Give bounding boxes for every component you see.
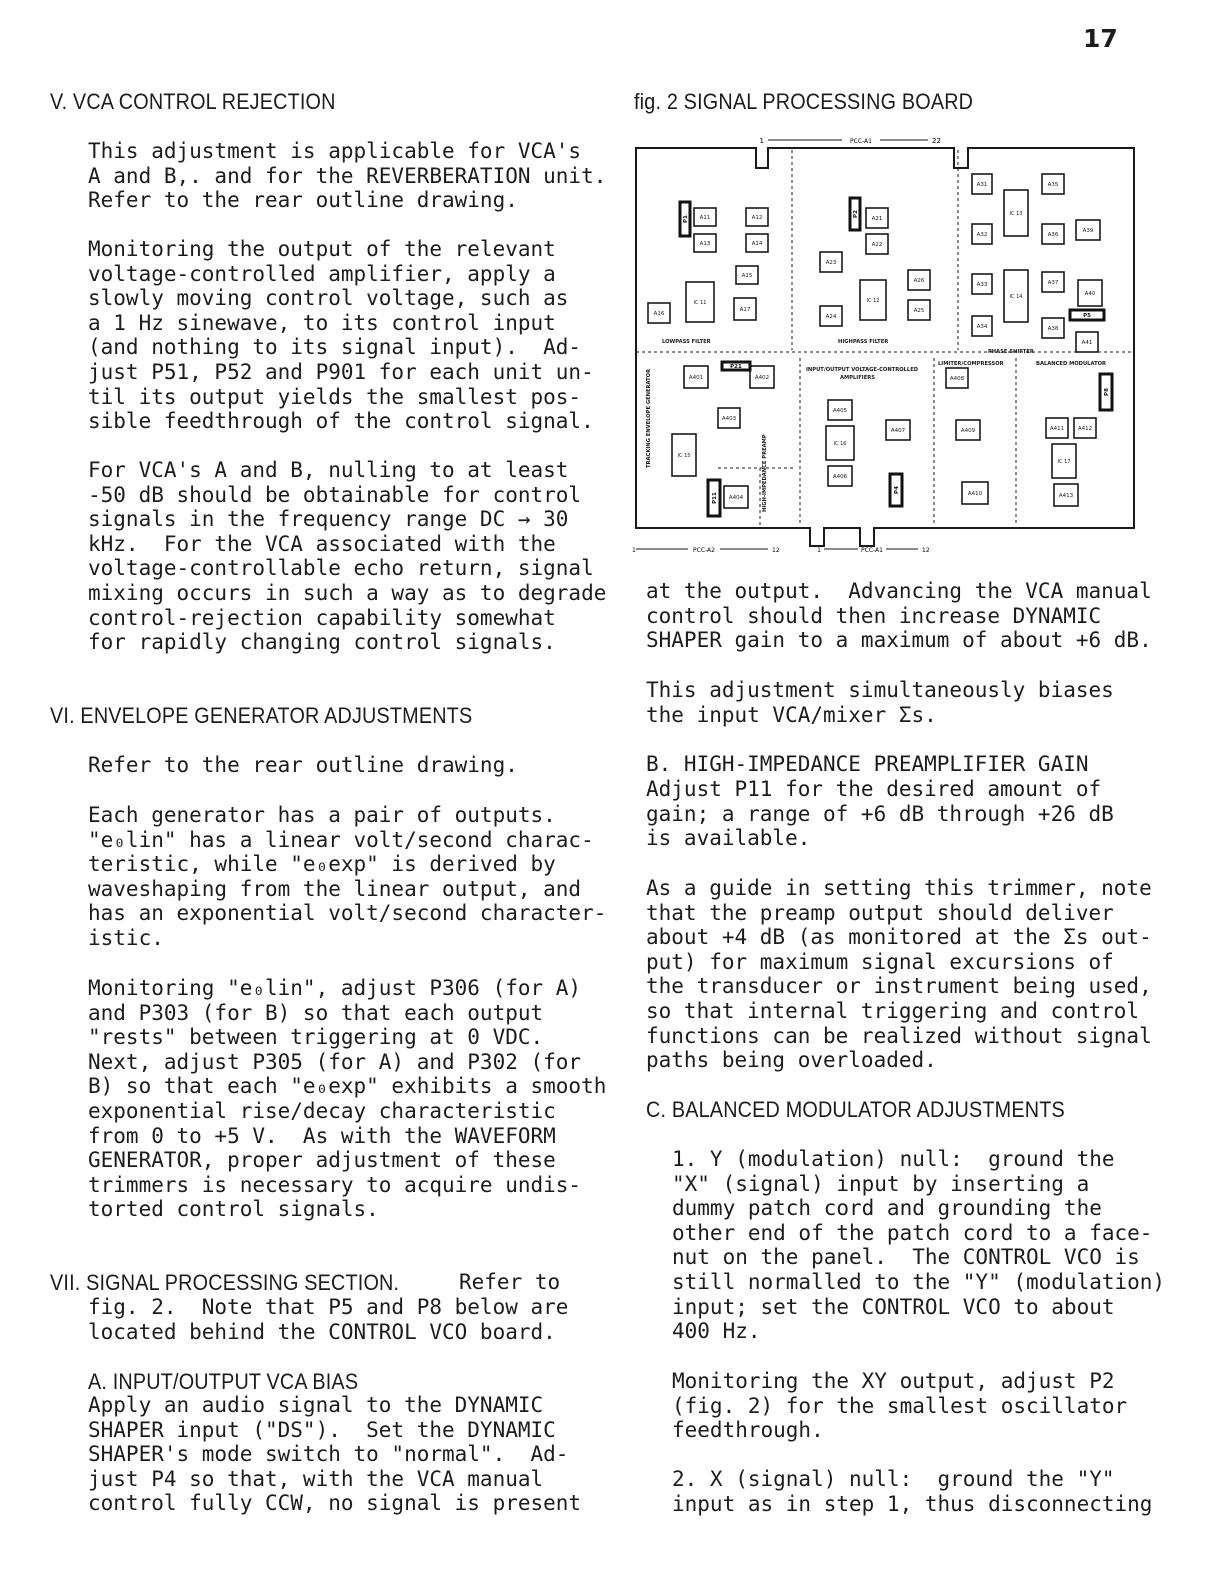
board-chip-ic-11 [686, 282, 714, 322]
board-chip-a25 [908, 300, 930, 320]
paragraph-io-vca-bias [88, 1393, 581, 1516]
text-line: Next, adjust P305 (for A) and P302 (for [88, 1049, 582, 1074]
text-line: A and B,. and for the REVERBERATION unit. [88, 163, 607, 188]
text-line: Monitoring "e₀lin", adjust P306 (for A) [88, 976, 582, 1000]
text-line: Apply an audio signal to the DYNAMIC [88, 1393, 544, 1417]
board-chip-label: IC 15 [677, 453, 691, 459]
board-trimmer-p21 [722, 362, 750, 370]
board-chip-label: A404 [728, 495, 744, 501]
top-connector-label: PCC-A1 [850, 138, 872, 145]
subheading-b: B. HIGH-IMPEDANCE PREAMPLIFIER GAIN [646, 752, 1089, 776]
balanced-modulator-label: BALANCED MODULATOR [1036, 361, 1107, 367]
text-line: still normalled to the "Y" (modulation) [672, 1269, 1166, 1294]
text-line: waveshaping from the linear output, and [88, 876, 582, 901]
text-line: about +4 dB (as monitored at the Σs out- [646, 925, 1152, 950]
text-line: torted control signals. [88, 1197, 379, 1222]
text-line: Refer to the rear outline drawing. [88, 753, 518, 777]
board-chip-label: IC 13 [1009, 211, 1023, 217]
text-line: at the output. Advancing the VCA manual [646, 579, 1152, 603]
board-chip-label: A412 [1077, 426, 1093, 432]
paragraph-envelope-adjust [88, 976, 606, 1222]
text-line: dummy patch cord and grounding the [672, 1196, 1102, 1221]
board-chip-ic-12 [860, 280, 886, 320]
signal-processing-board-diagram [628, 128, 1140, 568]
paragraph-trimmer-guide [646, 876, 1152, 1073]
board-chip-label: IC 14 [1009, 294, 1023, 300]
text-line: 2. X (signal) null: ground the "Y" [672, 1467, 1115, 1491]
bottom-right-pin-start: 1 [817, 547, 821, 554]
board-trimmer-label: P8 [1104, 388, 1110, 396]
text-line: "e₀lin" has a linear volt/second charac- [88, 827, 594, 852]
highpass-filter-label: HIGHPASS FILTER [838, 339, 889, 345]
text-line: control should then increase DYNAMIC [646, 603, 1102, 628]
subheading-a: A. INPUT/OUTPUT VCA BIAS [88, 1369, 359, 1394]
board-chip-label: A23 [825, 260, 837, 266]
board-chip-label: A409 [960, 428, 976, 434]
board-chip-label: A407 [890, 428, 906, 434]
board-chip-a39 [1076, 220, 1100, 240]
top-pin-start: 1 [759, 137, 764, 145]
text-line: trimmers is necessary to acquire undis- [88, 1172, 582, 1197]
board-trimmer-p8 [1100, 374, 1112, 410]
paragraph-vca-nulling [88, 458, 606, 655]
tracking-envelope-label: TRACKING ENVELOPE GENERATOR [646, 368, 652, 468]
text-line: slowly moving control voltage, such as [88, 286, 569, 311]
figure-caption: fig. 2 SIGNAL PROCESSING BOARD [634, 89, 974, 114]
section-heading-v: V. VCA CONTROL REJECTION [50, 89, 336, 114]
board-chip-a40 [1078, 280, 1102, 306]
board-chip-label: A410 [967, 491, 983, 497]
text-line: Monitoring the output of the relevant [88, 237, 556, 261]
board-chip-a401 [684, 366, 708, 388]
text-line: -50 dB should be obtainable for control [88, 482, 582, 507]
board-chip-a38 [1042, 318, 1064, 338]
board-chip-ic-13 [1004, 190, 1028, 236]
board-chip-label: A11 [699, 215, 711, 221]
text-line: 400 Hz. [672, 1319, 761, 1344]
board-chip-a404 [724, 486, 748, 508]
paragraph-envelope-outputs [88, 803, 606, 951]
text-line: paths being overloaded. [646, 1048, 937, 1073]
board-trimmer-label: P2 [853, 210, 859, 218]
board-trimmer-label: P11 [712, 492, 718, 504]
board-chip-ic-16 [826, 426, 854, 460]
io-vca-label: INPUT/OUTPUT VOLTAGE-CONTROLLED [806, 367, 919, 373]
section-heading-vii-ref: Refer to [459, 1270, 561, 1294]
board-chip-a402 [750, 366, 774, 388]
text-line: just P4 so that, with the VCA manual [88, 1466, 544, 1491]
board-chip-label: A38 [1047, 326, 1059, 332]
board-chip-a32 [972, 224, 992, 244]
text-line: B) so that each "e₀exp" exhibits a smooth [88, 1074, 607, 1099]
board-chip-label: A33 [976, 282, 988, 288]
text-line: For VCA's A and B, nulling to at least [88, 458, 569, 482]
text-line: As a guide in setting this trimmer, note [646, 876, 1152, 900]
text-line: This adjustment simultaneously biases [646, 678, 1114, 702]
board-chip-label: A41 [1081, 340, 1093, 346]
board-chip-a411 [1046, 418, 1068, 438]
preamp-label: HIGH-IMPEDANCE PREAMP [762, 434, 768, 512]
board-chip-a407 [886, 420, 910, 440]
text-line: teristic, while "e₀exp" is derived by [88, 852, 556, 877]
board-chip-label: A401 [688, 375, 704, 381]
text-line: kHz. For the VCA associated with the [88, 531, 556, 556]
board-chip-label: A36 [1047, 232, 1059, 238]
board-chip-a23 [820, 252, 842, 272]
bottom-left-connector-label: PCC-A2 [693, 547, 715, 554]
board-chip-label: A37 [1047, 280, 1059, 286]
bottom-left-pin-start: 1 [632, 547, 636, 554]
board-chip-label: A405 [832, 408, 848, 414]
paragraph-x-null [672, 1467, 1152, 1516]
board-chip-a15 [736, 266, 758, 284]
text-line: GENERATOR, proper adjustment of these [88, 1148, 556, 1173]
text-line: just P51, P52 and P901 for each unit un- [88, 359, 594, 384]
text-line: Monitoring the XY output, adjust P2 [672, 1369, 1115, 1393]
board-chip-a33 [972, 274, 992, 294]
text-line: (and nothing to its signal input). Ad- [88, 335, 582, 360]
text-line: input as in step 1, thus disconnecting [672, 1491, 1153, 1516]
text-line: feedthrough. [672, 1418, 824, 1443]
board-trimmer-p4 [890, 474, 902, 506]
text-line: istic. [88, 925, 164, 950]
text-line: the transducer or instrument being used, [646, 974, 1152, 999]
text-line: SHAPER gain to a maximum of about +6 dB. [646, 628, 1152, 653]
board-chip-label: A406 [832, 474, 848, 480]
board-chip-label: A408 [949, 376, 965, 382]
io-vca-label-2: AMPLIFIERS [840, 375, 875, 381]
board-chip-a41 [1076, 332, 1098, 352]
text-line: fig. 2. Note that P5 and P8 below are [88, 1295, 569, 1319]
board-chip-label: A34 [976, 324, 988, 330]
paragraph-envelope-ref [88, 753, 518, 778]
board-trimmer-p5 [1070, 310, 1104, 320]
phase-shifter-label: PHASE SHIFTER [988, 349, 1034, 355]
text-line: SHAPER's mode switch to "normal". Ad- [88, 1442, 569, 1467]
text-line: a 1 Hz sinewave, to its control input [88, 310, 556, 335]
limiter-compressor-label: LIMITER/COMPRESSOR [938, 361, 1004, 367]
board-trimmer-label: P5 [1083, 313, 1091, 319]
board-chip-label: A411 [1049, 426, 1065, 432]
text-line: other end of the patch cord to a face- [672, 1220, 1153, 1245]
board-chip-ic-17 [1052, 444, 1076, 478]
board-chip-a21 [866, 208, 888, 228]
board-chip-a24 [820, 306, 842, 326]
text-line: SHAPER input ("DS"). Set the DYNAMIC [88, 1417, 556, 1442]
text-line: voltage-controlled amplifier, apply a [88, 261, 556, 286]
text-line: located behind the CONTROL VCO board. [88, 1319, 556, 1344]
text-line: put) for maximum signal excursions of [646, 949, 1114, 974]
board-chip-a35 [1042, 174, 1064, 194]
board-trimmer-label: P1 [683, 215, 689, 223]
subheading-c: C. BALANCED MODULATOR ADJUSTMENTS [646, 1097, 1065, 1122]
board-chip-a26 [908, 270, 930, 290]
paragraph-biases [646, 678, 1114, 727]
text-line: exponential rise/decay characteristic [88, 1098, 556, 1123]
paragraph-vca-monitoring [88, 237, 594, 434]
paragraph-preamp-gain [646, 777, 1114, 851]
board-chip-label: A22 [871, 242, 883, 248]
text-line: (fig. 2) for the smallest oscillator [672, 1393, 1128, 1418]
board-chip-a16 [648, 303, 670, 323]
board-chip-a17 [734, 298, 756, 320]
board-chip-a22 [866, 234, 888, 254]
text-line: functions can be realized without signal [646, 1023, 1152, 1048]
text-line: for rapidly changing control signals. [88, 630, 556, 655]
text-line: Refer to the rear outline drawing. [88, 188, 518, 213]
board-chip-label: A13 [699, 241, 711, 247]
board-chip-a410 [962, 482, 988, 504]
board-chip-a413 [1054, 484, 1078, 506]
text-line: from 0 to +5 V. As with the WAVEFORM [88, 1123, 556, 1148]
board-chip-label: IC 16 [833, 441, 847, 447]
section-heading-vii: VII. SIGNAL PROCESSING SECTION. [50, 1270, 400, 1295]
board-chip-a412 [1074, 418, 1096, 438]
top-pin-end: 22 [932, 137, 941, 145]
board-chip-a34 [972, 316, 992, 336]
text-line: til its output yields the smallest pos- [88, 384, 582, 409]
bottom-right-connector-label: PCC-A1 [861, 547, 883, 554]
board-chip-label: A35 [1047, 182, 1059, 188]
board-chip-a36 [1042, 224, 1064, 244]
board-chip-a11 [694, 208, 716, 226]
paragraph-xy-output [672, 1369, 1127, 1443]
board-chip-label: A40 [1084, 291, 1096, 297]
text-line: so that internal triggering and control [646, 998, 1140, 1023]
text-line: signals in the frequency range DC → 30 [88, 507, 569, 532]
board-chip-a13 [694, 234, 716, 252]
board-chip-label: IC 12 [866, 298, 880, 304]
bottom-right-pin-end: 12 [922, 547, 930, 554]
board-chip-label: A16 [653, 311, 665, 317]
board-chip-label: A31 [976, 182, 988, 188]
paragraph-y-null [672, 1147, 1165, 1344]
text-line: gain; a range of +6 dB through +26 dB [646, 801, 1114, 826]
board-chip-label: IC 11 [693, 300, 707, 306]
text-line: control fully CCW, no signal is present [88, 1491, 582, 1516]
text-line: nut on the panel. The CONTROL VCO is [672, 1245, 1140, 1270]
text-line: is available. [646, 826, 811, 851]
text-line: that the preamp output should deliver [646, 900, 1114, 925]
board-chip-a405 [828, 400, 852, 420]
paragraph-signal-processing [88, 1295, 568, 1344]
section-heading-vi: VI. ENVELOPE GENERATOR ADJUSTMENTS [50, 703, 473, 728]
board-chip-label: A21 [871, 216, 883, 222]
board-chip-label: A413 [1058, 493, 1074, 499]
page-number: 17 [1083, 24, 1118, 53]
text-line: "X" (signal) input by inserting a [672, 1171, 1090, 1196]
board-chip-label: A402 [754, 375, 770, 381]
board-chip-label: A403 [721, 416, 737, 422]
board-chip-a31 [972, 174, 992, 194]
board-chip-label: IC 17 [1057, 459, 1071, 465]
board-chip-a14 [746, 234, 768, 252]
board-chip-a406 [828, 466, 852, 486]
text-line: "rests" between triggering at 0 VDC. [88, 1025, 544, 1050]
board-chip-a409 [956, 420, 980, 440]
bottom-left-pin-end: 12 [772, 547, 780, 554]
board-trimmer-label: P4 [894, 486, 900, 494]
lowpass-filter-label: LOWPASS FILTER [662, 339, 711, 345]
text-line: voltage-controllable echo return, signal [88, 556, 594, 581]
board-chip-label: A32 [976, 232, 988, 238]
board-chip-label: A25 [913, 308, 925, 314]
text-line: has an exponential volt/second character- [88, 901, 607, 926]
board-chip-label: A15 [741, 273, 753, 279]
paragraph-output-gain [646, 579, 1152, 653]
board-trimmer-label: P21 [730, 364, 742, 370]
board-chip-a12 [746, 208, 768, 226]
board-chip-label: A24 [825, 314, 837, 320]
text-line: mixing occurs in such a way as to degrade [88, 580, 607, 605]
board-chip-label: A14 [751, 241, 763, 247]
board-chip-a408 [946, 368, 968, 388]
board-chip-ic-14 [1004, 270, 1028, 322]
text-line: and P303 (for B) so that each output [88, 1000, 544, 1025]
board-chip-label: A39 [1082, 228, 1094, 234]
text-line: 1. Y (modulation) null: ground the [672, 1147, 1115, 1171]
board-chip-a37 [1042, 272, 1064, 292]
text-line: sible feedthrough of the control signal. [88, 409, 594, 434]
text-line: This adjustment is applicable for VCA's [88, 139, 582, 163]
paragraph-vca-applicability [88, 139, 606, 213]
board-trimmer-p1 [680, 202, 690, 236]
board-trimmer-p11 [708, 480, 720, 516]
board-chip-label: A17 [739, 307, 751, 313]
board-trimmer-p2 [850, 198, 860, 230]
board-chip-label: A12 [751, 215, 763, 221]
text-line: control-rejection capability somewhat [88, 605, 556, 630]
board-chip-label: A26 [913, 278, 925, 284]
board-chip-a403 [718, 408, 740, 428]
text-line: Each generator has a pair of outputs. [88, 803, 556, 827]
text-line: Adjust P11 for the desired amount of [646, 777, 1102, 801]
text-line: the input VCA/mixer Σs. [646, 702, 937, 727]
board-chip-ic-15 [672, 434, 696, 476]
text-line: input; set the CONTROL VCO to about [672, 1294, 1115, 1319]
